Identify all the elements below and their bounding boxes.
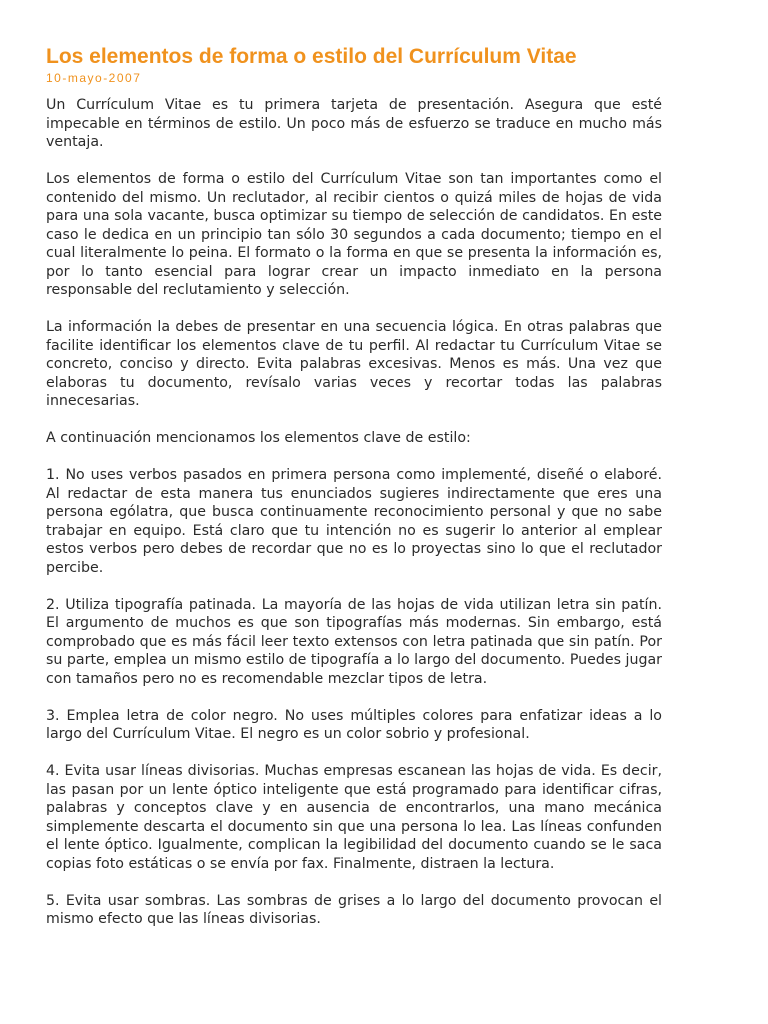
list-item-shadows: 5. Evita usar sombras. Las sombras de grises a lo largo del documento provocan el mismo efecto que las líneas divisorias. (46, 892, 662, 927)
paragraph-importance: Los elementos de forma o estilo del Currículum Vitae son tan importantes como el contenido del mismo. Un reclutador, al recibir cientos o quizá miles de hojas de vida para una sola vacante, busca optimizar su tiempo de selección de candidatos. En este caso le dedica en un principio tan sólo 30 segundos a cada documento; tiempo en el cual literalmente lo peina. El formato o la forma en que se presenta la información es, por lo tanto esencial para lograr crear un impacto inmediato en la persona responsable del reclutamiento y selección. (46, 171, 662, 298)
article-title: Los elementos de forma o estilo del Currículum Vitae (46, 45, 577, 68)
list-item-dividing-lines: 4. Evita usar líneas divisorias. Muchas empresas escanean las hojas de vida. Es decir, las pasan por un lente óptico inteligente que está programado para identificar cifras, palabras y conceptos clave y en ausencia de encontrarlos, una mano mecánica simplemente descarta el documento sin que una persona lo lea. Las líneas confunden el lente óptico. Igualmente, complican la legibilidad del documento cuando se le saca copias foto estáticas o se envía por fax. Finalmente, distraen la lectura. (46, 763, 662, 872)
article (46, 44, 662, 929)
paragraph-list-intro: A continuación mencionamos los elementos clave de estilo: (46, 430, 471, 446)
paragraph-logical-sequence: La información la debes de presentar en una secuencia lógica. En otras palabras que facilite identificar los elementos clave de tu perfil. Al redactar tu Currículum Vitae se concreto, conciso y directo. Evita palabras excesivas. Menos es más. Una vez que elaboras tu documento, revísalo varias veces y recortar todas las palabras innecesarias. (46, 319, 662, 409)
paragraph-intro: Un Currículum Vitae es tu primera tarjeta de presentación. Asegura que esté impecable en términos de estilo. Un poco más de esfuerzo se traduce en mucho más ventaja. (46, 97, 662, 150)
list-item-verbs: 1. No uses verbos pasados en primera persona como implementé, diseñé o elaboré. Al redactar de esta manera tus enunciados sugieres indirectamente que eres una persona ególatra, que busca continuamente reconocimiento personal y que no sabe trabajar en equipo. Está claro que tu intención no es sugerir lo anterior al emplear estos verbos pero debes de recordar que no es lo proyectas sino lo que el reclutador percibe. (46, 467, 662, 576)
article-date: 10-mayo-2007 (46, 71, 142, 85)
list-item-black-color: 3. Emplea letra de color negro. No uses múltiples colores para enfatizar ideas a lo largo del Currículum Vitae. El negro es un color sobrio y profesional. (46, 707, 662, 742)
list-item-typography: 2. Utiliza tipografía patinada. La mayoría de las hojas de vida utilizan letra sin patín. El argumento de muchos es que son tipografías más modernas. Sin embargo, está comprobado que es más fácil leer texto extensos con letra patinada que sin patín. Por su parte, emplea un mismo estilo de tipografía a lo largo del documento. Puedes jugar con tamaños pero no es recomendable mezclar tipos de letra. (46, 596, 662, 687)
